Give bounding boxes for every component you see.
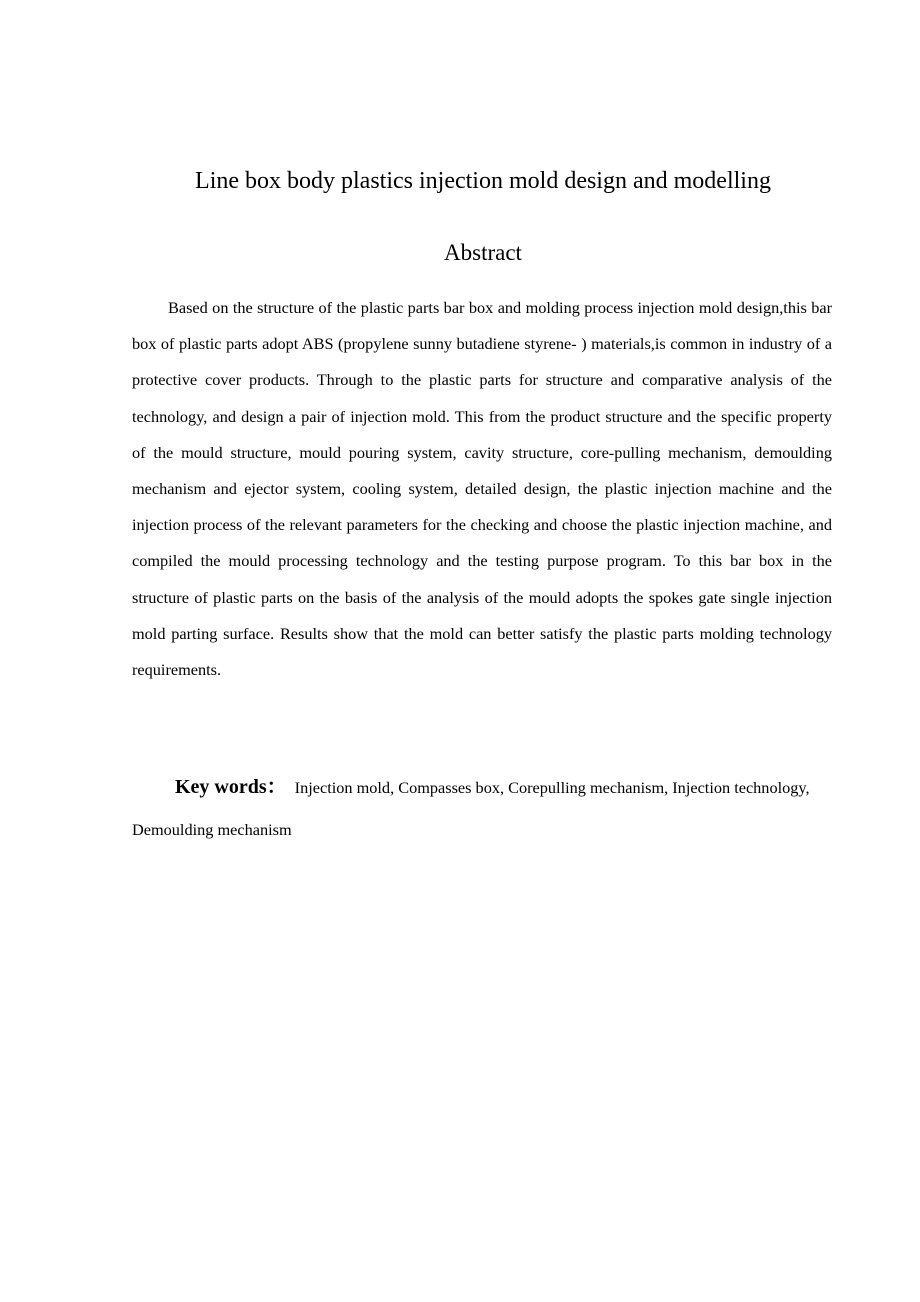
keywords-label: Key words xyxy=(175,776,267,798)
abstract-paragraph: Based on the structure of the plastic parts bar box and molding process injection mold design,this bar box of plastic parts adopt ABS (propylene sunny butadiene styrene- ) materials,is common in industry of a protective cover products. Through to the plastic parts for structure and comparative analysis of the technology, and design a pair of injection mold. This from the product structure and the specific property of the mould structure, mould pouring system, cavity structure, core-pulling mechanism, demoulding mechanism and ejector system, cooling system, detailed design, the plastic injection machine and the injection process of the relevant parameters for the checking and choose the plastic injection machine, and compiled the mould processing technology and the testing purpose program. To this bar box in the structure of plastic parts on the basis of the analysis of the mould adopts the spokes gate single injection mold parting surface. Results show that the mold can better satisfy the plastic parts molding technology requirements. xyxy=(132,298,832,680)
paper-title: Line box body plastics injection mold design and modelling xyxy=(195,168,771,194)
keywords-paragraph xyxy=(132,766,832,851)
keywords-text: Injection mold, Compasses box, Corepulling mechanism, Injection technology, Demoulding mechanism xyxy=(132,778,822,839)
abstract-heading: Abstract xyxy=(444,240,522,265)
keywords-separator: ： xyxy=(266,776,287,798)
